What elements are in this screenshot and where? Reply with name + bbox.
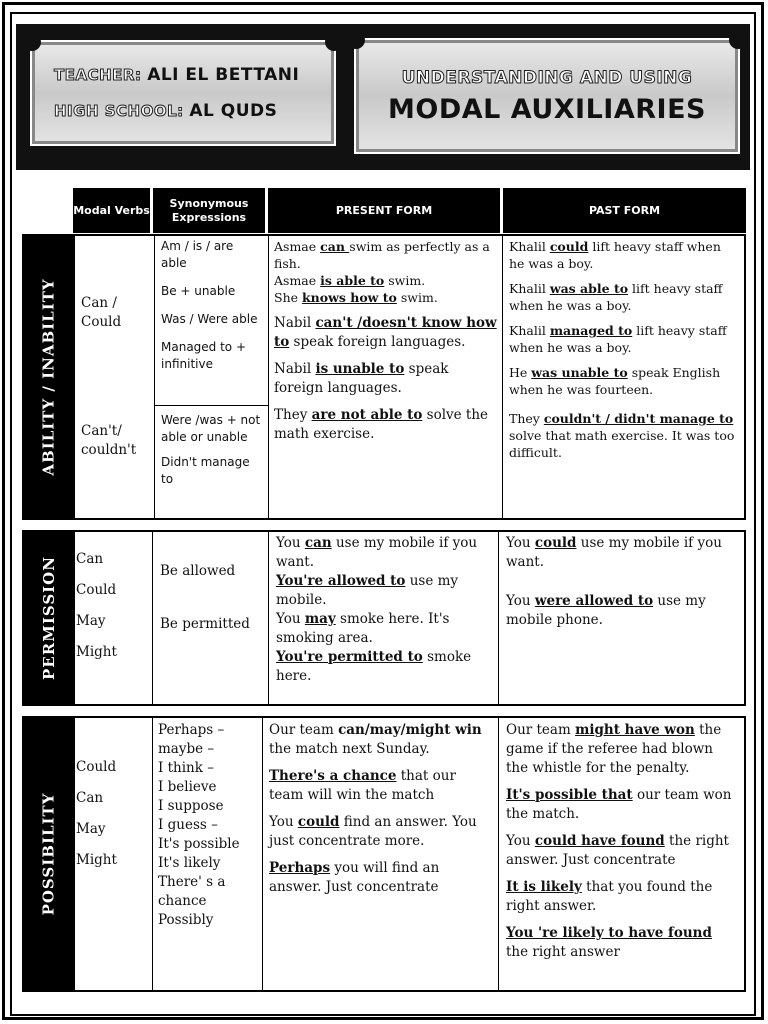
synonym: I believe bbox=[158, 779, 217, 795]
example-sentence: They are not able to solve the math exercise. bbox=[274, 407, 489, 442]
example-sentence: You can use my mobile if you want. bbox=[276, 535, 478, 570]
example-sentence: You were allowed to use my mobile phone. bbox=[506, 593, 706, 628]
example-sentence: Perhaps you will find an answer. Just concentrate bbox=[269, 860, 440, 895]
synonym: Be permitted bbox=[160, 616, 250, 632]
teacher-name: ALI EL BETTANI bbox=[147, 65, 300, 85]
ability-label-text: ABILITY / INABILITY bbox=[39, 278, 58, 476]
synonym: There' s a chance bbox=[158, 874, 226, 909]
school-label: HIGH SCHOOL: bbox=[54, 102, 184, 120]
possibility-table bbox=[68, 716, 746, 992]
example-sentence: It's possible that our team won the match. bbox=[506, 787, 732, 822]
example-sentence: You could find an answer. You just concentrate more. bbox=[269, 814, 477, 849]
school-line bbox=[54, 101, 334, 121]
section-label-possibility bbox=[24, 718, 73, 990]
ability-synonyms-bottom bbox=[154, 406, 268, 518]
example-sentence: Our team might have won the game if the referee had blown the whistle for the penalty. bbox=[506, 722, 722, 776]
example-sentence: You could have found the right answer. Just concentrate bbox=[506, 833, 729, 868]
example-sentence: Khalil managed to lift heavy staff when he was a boy. bbox=[509, 323, 727, 355]
title-line-1: UNDERSTANDING AND USING bbox=[401, 67, 693, 88]
synonym: maybe – bbox=[158, 741, 215, 757]
permission-label-text: PERMISSION bbox=[39, 556, 58, 680]
col-header-synonyms: Synonymous Expressions bbox=[153, 188, 265, 233]
possibility-present bbox=[262, 718, 498, 990]
teacher-line bbox=[54, 65, 334, 85]
synonym: Be + unable bbox=[161, 284, 236, 298]
modal-verb: Might bbox=[76, 852, 117, 868]
synonym: Am / is / are able bbox=[161, 239, 234, 270]
example-sentence: It is likely that you found the right answer. bbox=[506, 879, 713, 914]
possibility-modals bbox=[70, 718, 152, 990]
synonym: Be allowed bbox=[160, 563, 236, 579]
synonym: I guess – bbox=[158, 817, 218, 833]
example-sentence: Asmae can swim as perfectly as a fish. bbox=[274, 239, 490, 271]
col-header-past: PAST FORM bbox=[503, 188, 746, 233]
section-label-permission bbox=[24, 532, 73, 704]
permission-table bbox=[68, 530, 746, 706]
example-sentence: There's a chance that our team will win the match bbox=[269, 768, 456, 803]
example-sentence: Nabil is unable to speak foreign languages. bbox=[274, 361, 449, 396]
ability-table bbox=[72, 234, 746, 520]
example-sentence: She knows how to swim. bbox=[274, 290, 438, 305]
example-sentence: They couldn't / didn't manage to solve that math exercise. It was too difficult. bbox=[509, 411, 735, 460]
col-header-modal-verbs: Modal Verbs bbox=[73, 188, 150, 233]
example-sentence: He was unable to speak English when he was fourteen. bbox=[509, 365, 721, 397]
ability-present bbox=[268, 236, 502, 518]
synonym: I suppose bbox=[158, 798, 224, 814]
modal-verb: couldn't bbox=[81, 442, 137, 458]
synonym: I think – bbox=[158, 760, 214, 776]
synonym: Were /was + not able or unable bbox=[161, 413, 261, 444]
page-title: MODAL AUXILIARIES bbox=[388, 93, 706, 125]
synonym: It's possible bbox=[158, 836, 240, 852]
modal-verb: Might bbox=[76, 644, 117, 660]
permission-past bbox=[498, 532, 744, 704]
modal-verb: May bbox=[76, 613, 106, 629]
modal-verb: May bbox=[76, 821, 106, 837]
ability-past bbox=[502, 236, 744, 518]
synonym: Perhaps – bbox=[158, 722, 225, 738]
synonym: Didn't manage to bbox=[161, 455, 250, 486]
modal-verb: Can bbox=[76, 790, 104, 806]
modal-verb: Can bbox=[76, 551, 104, 567]
ability-modals bbox=[74, 236, 154, 518]
section-label-ability bbox=[24, 236, 73, 518]
possibility-synonyms bbox=[152, 718, 262, 990]
example-sentence: You're permitted to smoke here. bbox=[276, 649, 472, 684]
synonym: Managed to + infinitive bbox=[161, 340, 247, 371]
synonym: Possibly bbox=[158, 912, 214, 928]
title-plaque bbox=[354, 38, 740, 154]
example-sentence: You 're likely to have found the right answer bbox=[506, 925, 712, 960]
synonym: It's likely bbox=[158, 855, 221, 871]
example-sentence: Our team can/may/might win the match next Sunday. bbox=[269, 722, 482, 757]
modal-verb: Can't/ bbox=[81, 423, 122, 439]
permission-synonyms bbox=[152, 532, 268, 704]
example-sentence: Khalil was able to lift heavy staff when he was a boy. bbox=[509, 281, 723, 313]
example-sentence: Asmae is able to swim. bbox=[274, 273, 426, 288]
teacher-label: TEACHER: bbox=[54, 66, 142, 84]
teacher-plaque bbox=[30, 40, 336, 146]
permission-present bbox=[268, 532, 498, 704]
school-name: AL QUDS bbox=[189, 101, 278, 121]
example-sentence: Khalil could lift heavy staff when he was a boy. bbox=[509, 239, 721, 271]
example-sentence: You may smoke here. It's smoking area. bbox=[276, 611, 450, 646]
col-header-present: PRESENT FORM bbox=[268, 188, 500, 233]
permission-modals bbox=[70, 532, 152, 704]
possibility-past bbox=[498, 718, 744, 990]
example-sentence: You could use my mobile if you want. bbox=[506, 535, 722, 570]
possibility-label-text: POSSIBILITY bbox=[39, 792, 58, 916]
header-banner bbox=[16, 24, 750, 170]
modal-verb: Could bbox=[76, 582, 117, 598]
modal-verb: Can / bbox=[81, 295, 117, 311]
synonym: Was / Were able bbox=[161, 312, 258, 326]
example-sentence: Nabil can't /doesn't know how to speak foreign languages. bbox=[274, 315, 497, 350]
ability-synonyms-top bbox=[154, 236, 268, 406]
modal-verb: Could bbox=[81, 314, 122, 330]
modal-verb: Could bbox=[76, 759, 117, 775]
example-sentence: You're allowed to use my mobile. bbox=[276, 573, 459, 608]
